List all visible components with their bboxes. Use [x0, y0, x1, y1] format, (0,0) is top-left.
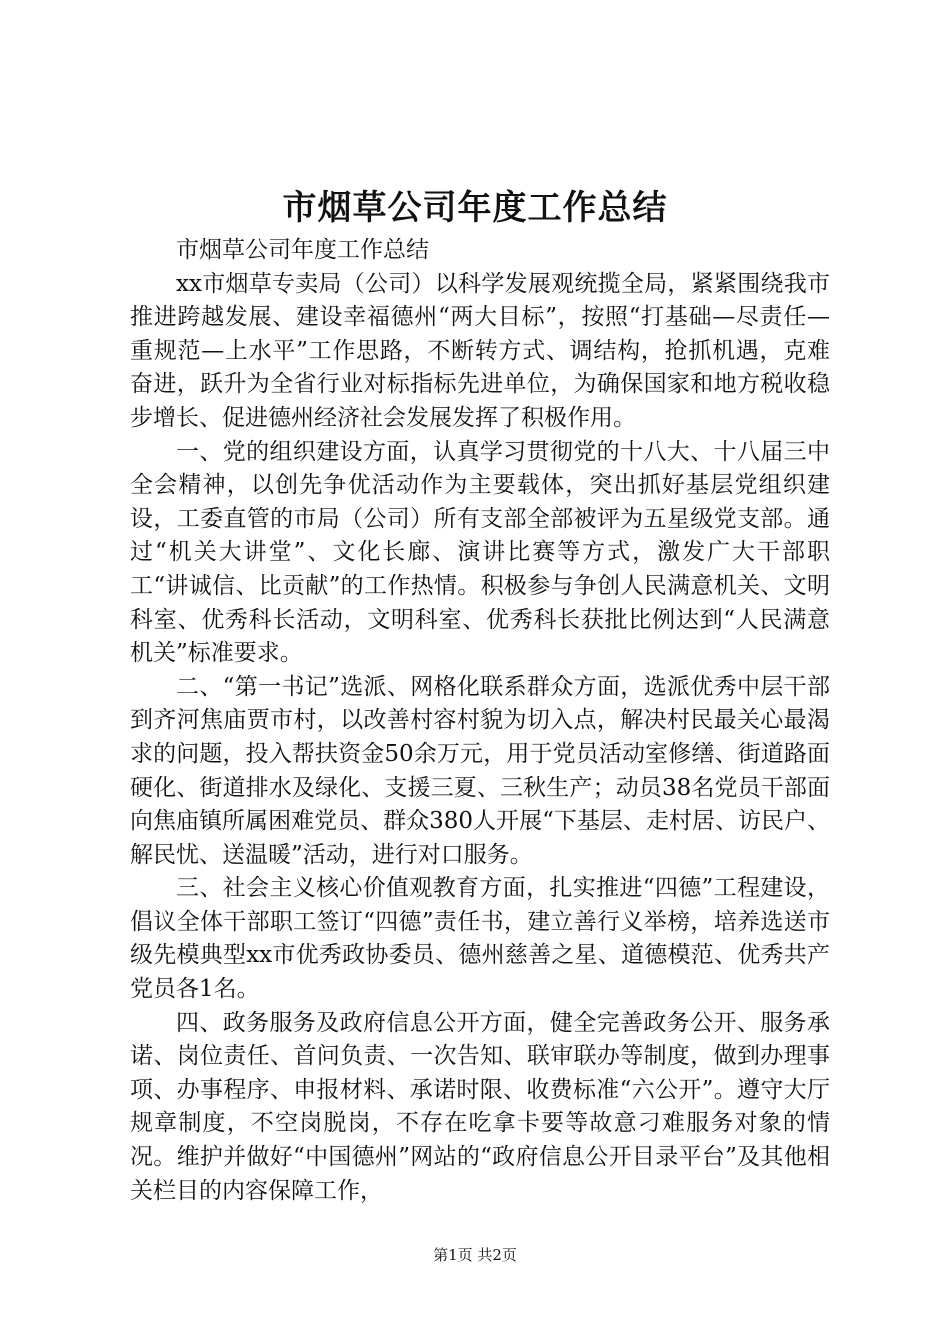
- paragraph-subtitle: 市烟草公司年度工作总结: [176, 237, 429, 263]
- paragraph-first-secretary: 二、“第一书记”选派、网格化联系群众方面，选派优秀中层干部到齐河焦庙贾市村，以改善村容村貌为切入点，解决村民最关心最渴求的问题，投入帮扶资金50余万元，用于党员活动室修缮、街道路面硬化、街道排水及绿化、支援三夏、三秋生产；动员38名党员干部面向焦庙镇所属困难党员、群众380人开展“下基层、走村居、访民户、解民忧、送温暖”活动，进行对口服务。: [130, 673, 830, 868]
- paragraph-party-building: 一、党的组织建设方面，认真学习贯彻党的十八大、十八届三中全会精神，以创先争优活动作为主要载体，突出抓好基层党组织建设，工委直管的市局（公司）所有支部全部被评为五星级党支部。通过“机关大讲堂”、文化长廊、演讲比赛等方式，激发广大干部职工“讲诚信、比贡献”的工作热情。积极参与争创人民满意机关、文明科室、优秀科长活动，文明科室、优秀科长获批比例达到“人民满意机关”标准要求。: [130, 438, 830, 667]
- paragraph-government-services: 四、政务服务及政府信息公开方面，健全完善政务公开、服务承诺、岗位责任、首问负责、一次告知、联审联办等制度，做到办理事项、办事程序、申报材料、承诺时限、收费标准“六公开”。遵守大厅规章制度，不空岗脱岗，不存在吃拿卡要等故意刁难服务对象的情况。维护并做好“中国德州”网站的“政府信息公开目录平台”及其他相关栏目的内容保障工作，: [130, 1009, 830, 1204]
- paragraph-core-values: 三、社会主义核心价值观教育方面，扎实推进“四德”工程建设，倡议全体干部职工签订“四德”责任书，建立善行义举榜，培养选送市级先模典型xx市优秀政协委员、德州慈善之星、道德模范、优秀共产党员各1名。: [130, 875, 830, 1003]
- paragraph-intro: xx市烟草专卖局（公司）以科学发展观统揽全局，紧紧围绕我市推进跨越发展、建设幸福德州“两大目标”，按照“打基础—尽责任—重规范—上水平”工作思路，不断转方式、调结构，抢抓机遇，克难奋进，跃升为全省行业对标指标先进单位，为确保国家和地方税收稳步增长、促进德州经济社会发展发挥了积极作用。: [130, 270, 830, 431]
- document-title: 市烟草公司年度工作总结: [282, 188, 668, 228]
- page-number-footer: 第1页 共2页: [433, 1246, 517, 1264]
- document-body: [130, 234, 830, 1208]
